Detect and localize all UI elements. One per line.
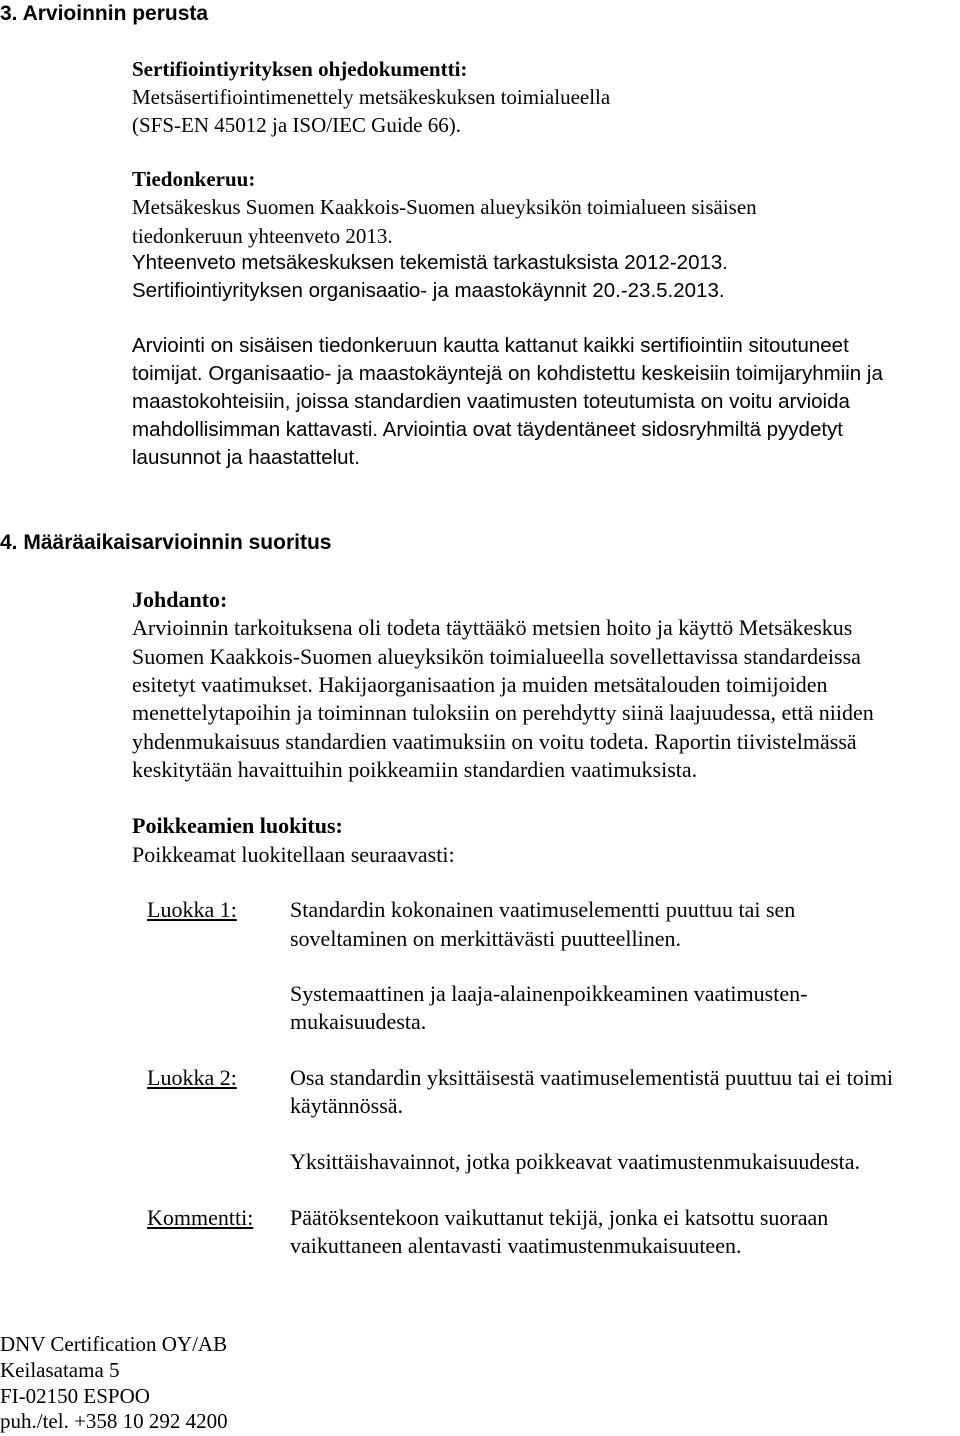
comment-text: Päätöksentekoon vaikuttanut tekijä, jonka ei katsottu suoraan [290, 1205, 829, 1230]
intro-line: esitetyt vaatimukset. Hakijaorganisaation ja muiden metsätalouden toimijoiden [132, 672, 828, 697]
comment-label: Kommentti: [147, 1205, 254, 1230]
comment-text: vaikuttaneen alentavasti vaatimustenmukaisuuteen. [290, 1233, 742, 1258]
collection-line: Metsäkeskus Suomen Kaakkois-Suomen alueyksikön toimialueen sisäisen [132, 195, 757, 219]
class-2-text: Osa standardin yksittäisestä vaatimuselementistä puuttuu tai ei toimi [290, 1065, 894, 1090]
intro-line: Arvioinnin tarkoituksena oli todeta täyttääkö metsien hoito ja käyttö Metsäkeskus [132, 615, 853, 640]
class-1-text: mukaisuudesta. [290, 1009, 427, 1034]
collection-line: Yhteenveto metsäkeskuksen tekemistä tarkastuksista 2012-2013. [132, 251, 728, 274]
class-2-label: Luokka 2: [147, 1065, 237, 1090]
paragraph-line: toimijat. Organisaatio- ja maastokäyntejä on kohdistettu keskeisiin toimijaryhmiin ja [132, 362, 883, 385]
collection-heading: Tiedonkeruu: [132, 167, 256, 191]
section-3-title: 3. Arvioinnin perusta [0, 2, 209, 25]
class-2-text: käytännössä. [290, 1093, 404, 1118]
footer-phone: puh./tel. +358 10 292 4200 [0, 1409, 228, 1433]
class-1-text: Systemaattinen ja laaja-alainenpoikkeaminen vaatimusten- [290, 981, 808, 1006]
intro-line: Suomen Kaakkois-Suomen alueyksikön toimialueella sovellettavissa standardeissa [132, 644, 861, 669]
paragraph-line: Arviointi on sisäisen tiedonkeruun kautta kattanut kaikki sertifiointiin sitoutuneet [132, 334, 849, 357]
footer-postcode: FI-02150 ESPOO [0, 1384, 150, 1408]
classification-intro: Poikkeamat luokitellaan seuraavasti: [132, 842, 455, 867]
class-1-text: soveltaminen on merkittävästi puutteellinen. [290, 926, 682, 951]
paragraph-line: lausunnot ja haastattelut. [132, 446, 360, 469]
paragraph-line: maastokohteisiin, joissa standardien vaatimusten toteutumista on voitu arvioida [132, 390, 850, 413]
class-1-label: Luokka 1: [147, 897, 237, 922]
intro-line: keskitytään havaittuihin poikkeamiin standardien vaatimuksista. [132, 757, 698, 782]
intro-line: yhdenmukaisuus standardien vaatimuksiin on voitu todeta. Raportin tiivistelmässä [132, 729, 857, 754]
guidance-line: Metsäsertifiointimenettely metsäkeskuksen toimialueella [132, 85, 611, 109]
class-1-text: Standardin kokonainen vaatimuselementti puuttuu tai sen [290, 897, 796, 922]
intro-heading: Johdanto: [132, 587, 228, 612]
guidance-heading: Sertifiointiyrityksen ohjedokumentti: [132, 57, 468, 81]
section-4-title: 4. Määräaikaisarvioinnin suoritus [0, 531, 332, 554]
collection-line: Sertifiointiyrityksen organisaatio- ja maastokäynnit 20.-23.5.2013. [132, 279, 725, 302]
paragraph-line: mahdollisimman kattavasti. Arviointia ovat täydentäneet sidosryhmiltä pyydetyt [132, 418, 844, 441]
classification-heading: Poikkeamien luokitus: [132, 813, 343, 838]
intro-line: menettelytapoihin ja toiminnan tuloksiin on perehdytty siinä laajuudessa, että niiden [132, 700, 874, 725]
collection-line: tiedonkeruun yhteenveto 2013. [132, 224, 393, 248]
guidance-line: (SFS-EN 45012 ja ISO/IEC Guide 66). [132, 113, 461, 137]
class-2-text: Yksittäishavainnot, jotka poikkeavat vaatimustenmukaisuudesta. [290, 1149, 861, 1174]
footer-company: DNV Certification OY/AB [0, 1332, 228, 1356]
footer-address: Keilasatama 5 [0, 1358, 120, 1382]
